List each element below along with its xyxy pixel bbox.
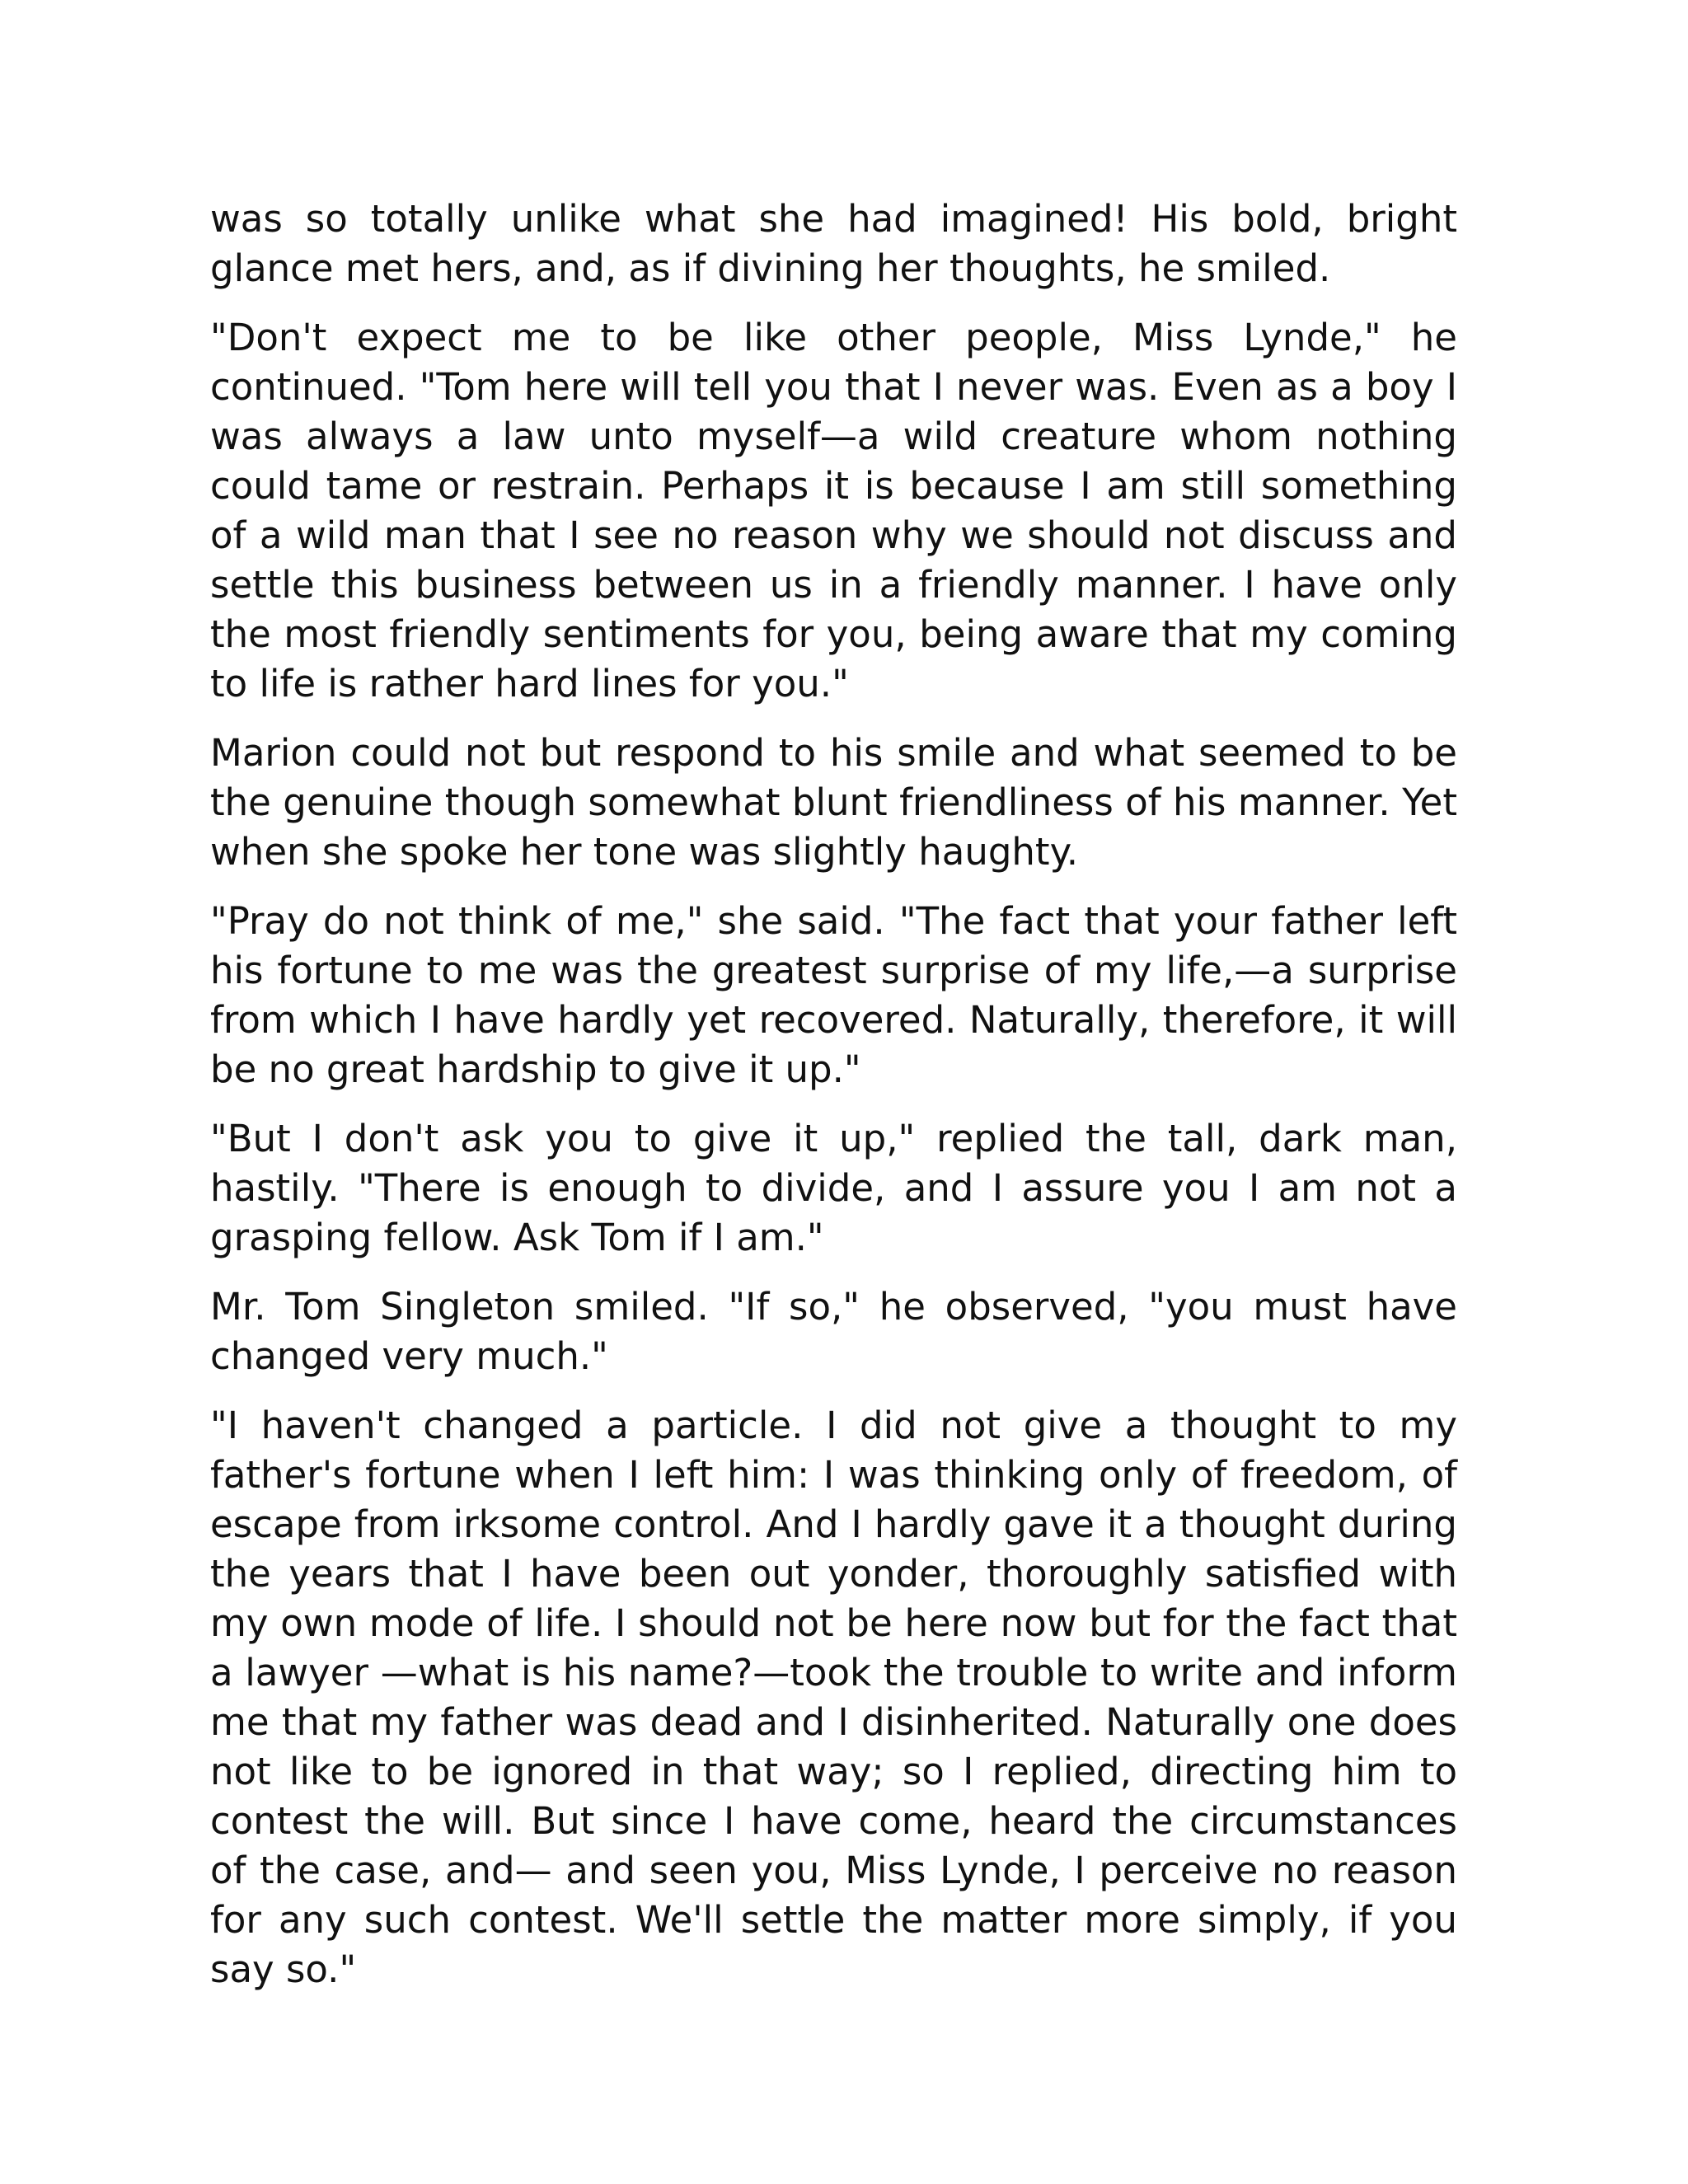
- paragraph-4: "Pray do not think of me," she said. "The fact that your father left his fortune to me was the greatest surprise of my life,—a surprise from which I have hardly yet recovered. Naturally, therefore, it will be no great hardship to give it up.": [210, 899, 1457, 1091]
- paragraph-1: was so totally unlike what she had imagined! His bold, bright glance met hers, and, as if divining her thoughts, he smiled.: [210, 197, 1457, 290]
- paragraph-2: "Don't expect me to be like other people, Miss Lynde," he continued. "Tom here will tell you that I never was. Even as a boy I was always a law unto myself—a wild creature whom nothing could tame or restrain. Perhaps it is because I am still something of a wild man that I see no reason why we should not discuss and settle this business between us in a friendly manner. I have only the most friendly sentiments for you, being aware that my coming to life is rather hard lines for you.": [210, 316, 1457, 705]
- paragraph-5: "But I don't ask you to give it up," replied the tall, dark man, hastily. "There is enough to divide, and I assure you I am not a grasping fellow. Ask Tom if I am.": [210, 1117, 1457, 1259]
- paragraph-3: Marion could not but respond to his smile and what seemed to be the genuine though somewhat blunt friendliness of his manner. Yet when she spoke her tone was slightly haughty.: [210, 731, 1457, 874]
- paragraph-6: Mr. Tom Singleton smiled. "If so," he observed, "you must have changed very much.": [210, 1285, 1457, 1378]
- paragraph-7: "I haven't changed a particle. I did not give a thought to my father's fortune when I left him: I was thinking only of freedom, of escape from irksome control. And I hardly gave it a thought during the years that I have been out yonder, thoroughly satisfied with my own mode of life. I should not be here now but for the fact that a lawyer —what is his name?—took the trouble to write and inform me that my father was dead and I disinherited. Naturally one does not like to be ignored in that way; so I replied, directing him to contest the will. But since I have come, heard the circumstances of the case, and— and seen you, Miss Lynde, I perceive no reason for any such contest. We'll settle the matter more simply, if you say so.": [210, 1404, 1457, 1991]
- page-text-body: [210, 194, 1457, 2014]
